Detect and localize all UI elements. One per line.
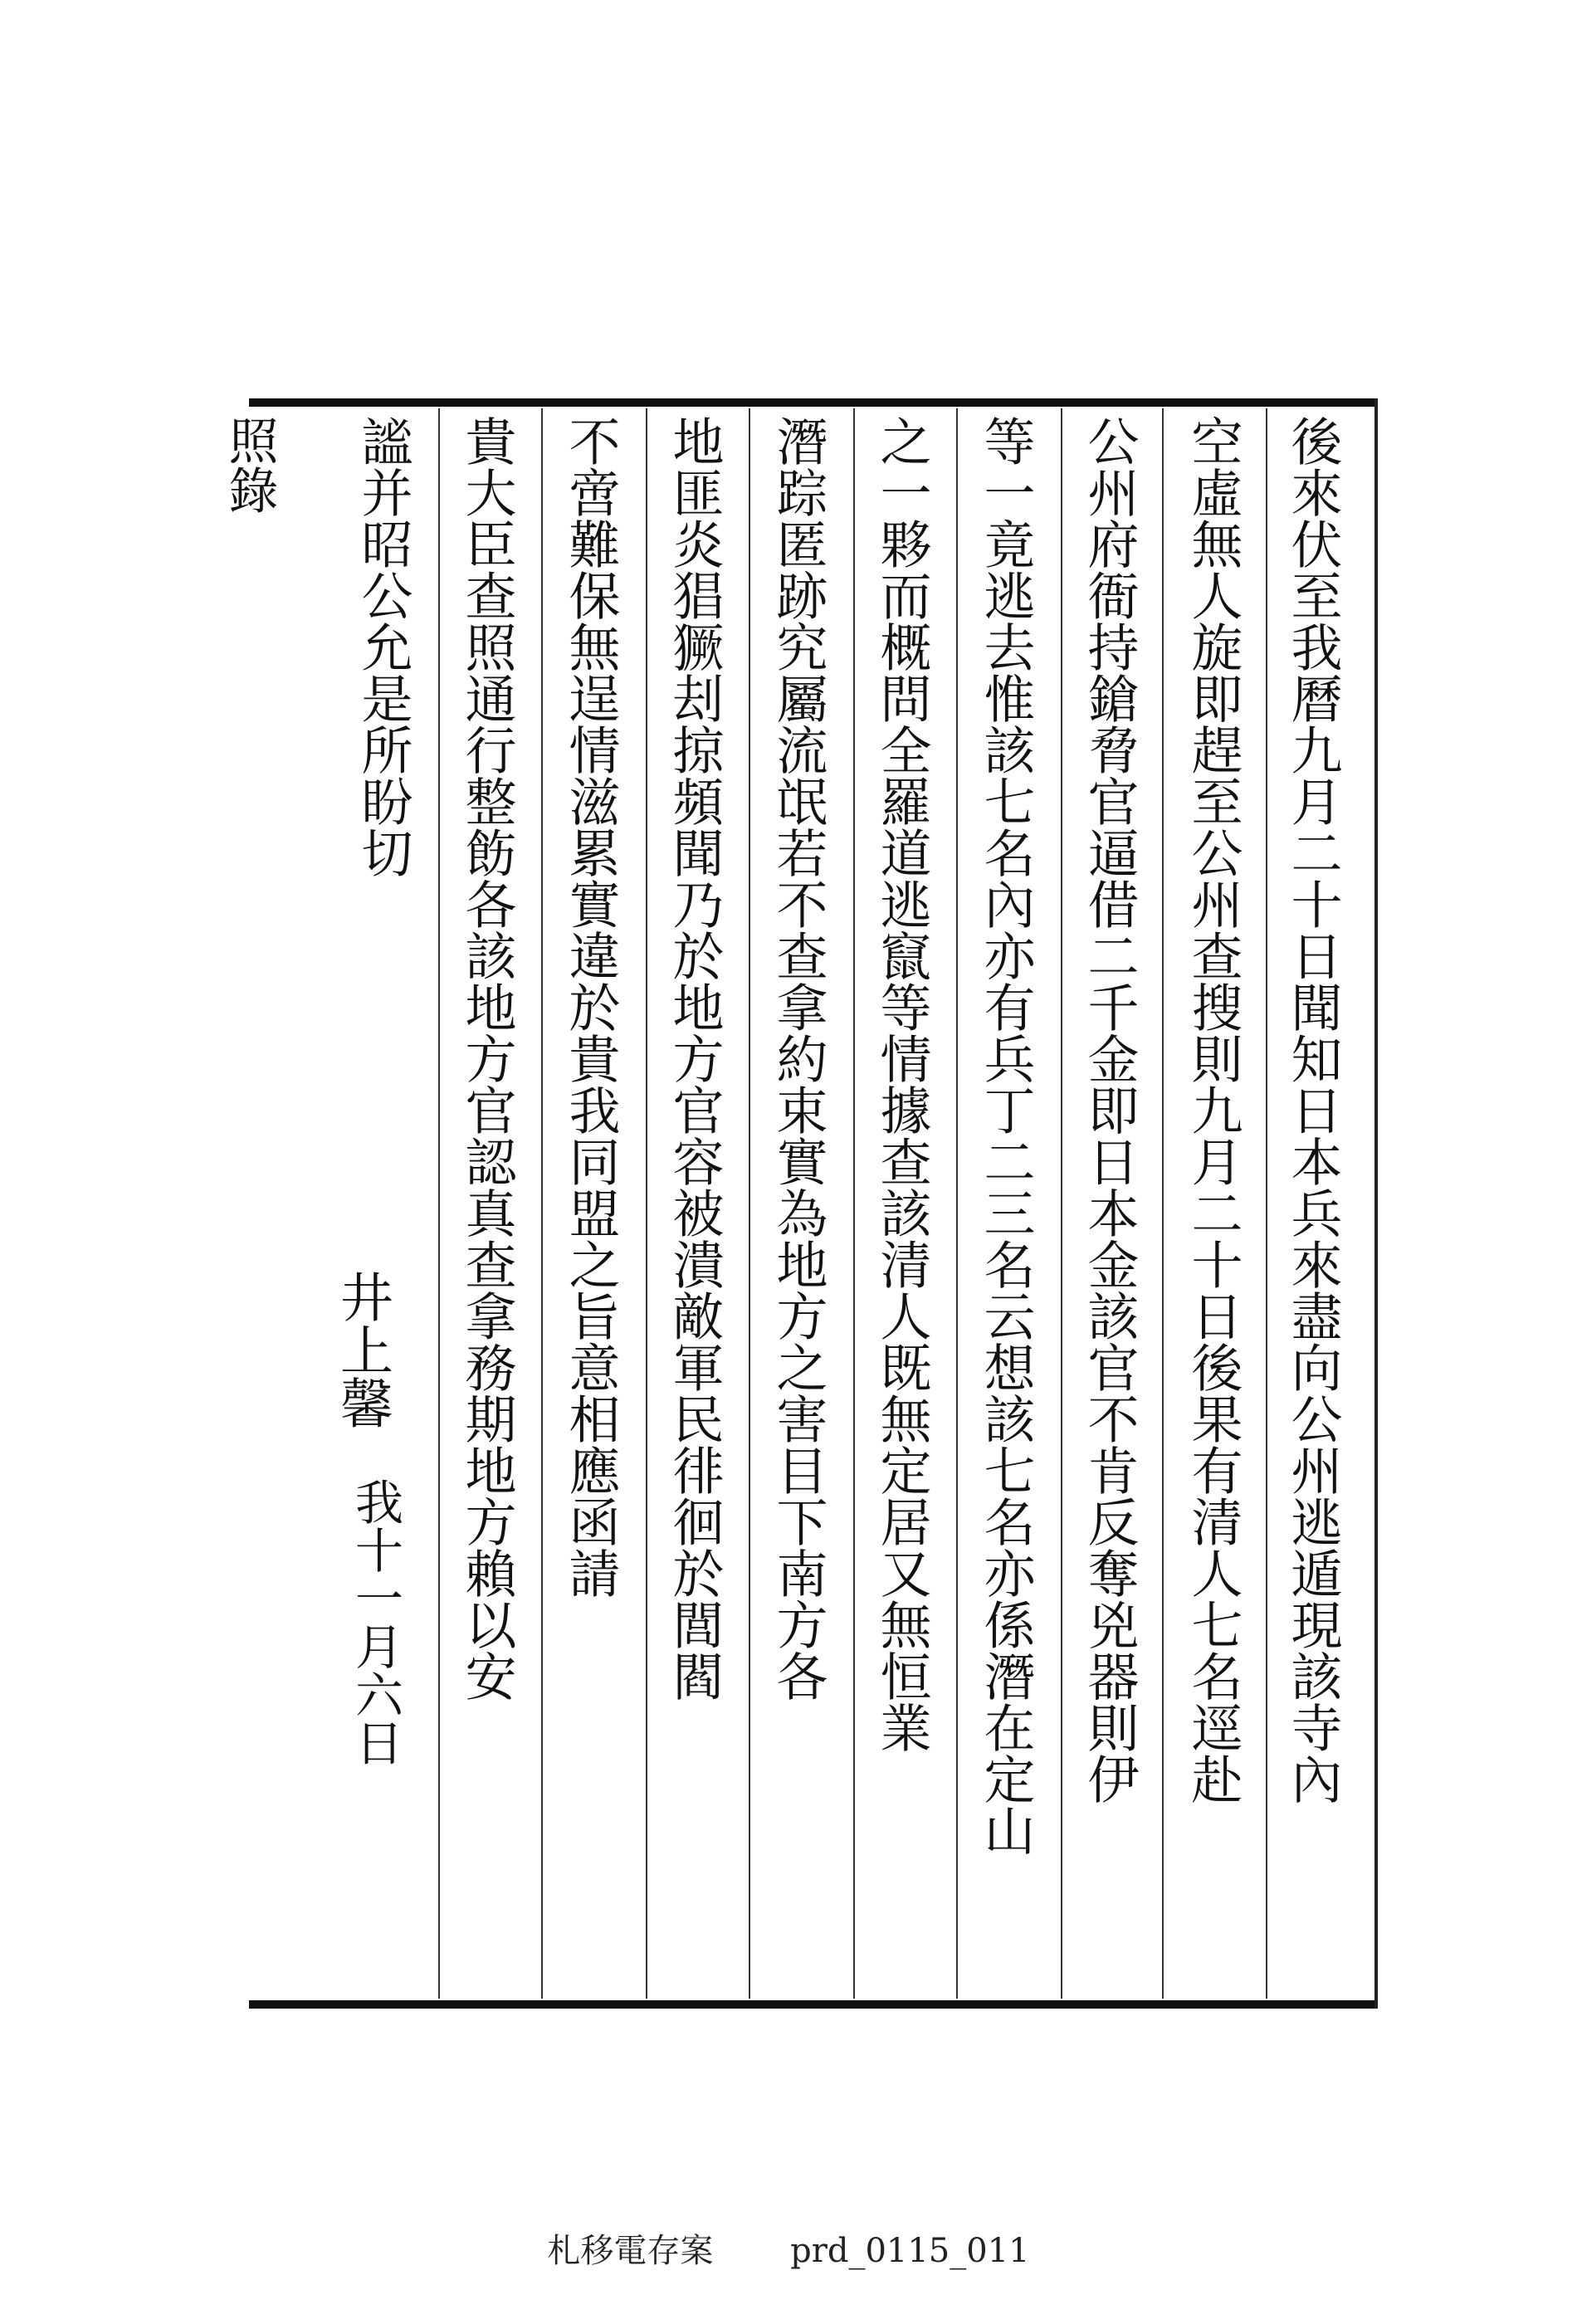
column-text: 不啻難保無逞情滋累實違於貴我同盟之旨意相應函請 <box>560 415 621 1599</box>
text-column-5 <box>872 415 932 1990</box>
marginal-note <box>220 415 279 515</box>
text-column-9 <box>456 415 517 1990</box>
column-rule <box>749 408 750 1999</box>
column-text: 謐并昭公允是所盼切 <box>353 415 413 878</box>
column-rule <box>1162 408 1164 1999</box>
text-column-4 <box>975 415 1036 1990</box>
page-border-right <box>1374 398 1378 2009</box>
column-text: 等一竟逃去惟該七名內亦有兵丁二三名云想該七名亦係潛在定山 <box>975 415 1036 1856</box>
column-text: 地匪炎猖獗刦掠頻聞乃於地方官容被潰敵軍民徘徊於閭閻 <box>664 415 725 1702</box>
date <box>340 1477 410 1766</box>
footer-code: prd_0115_011 <box>790 2232 1030 2270</box>
text-column-3 <box>1079 415 1140 1990</box>
column-text: 公州府衙持鎗脅官逼借二千金即日本金該官不肯反奪兇器則伊 <box>1079 415 1140 1804</box>
page-border-bottom <box>249 2000 1378 2009</box>
column-text: 潛踪匿跡究屬流氓若不查拿約束實為地方之害目下南方各 <box>768 415 828 1702</box>
text-column-8 <box>560 415 621 1990</box>
column-rule <box>853 408 855 1999</box>
text-column-10 <box>353 415 413 878</box>
column-text: 後來伏至我曆九月二十日聞知日本兵來盡向公州逃遁現該寺內 <box>1282 415 1343 1804</box>
date-text: 我十一月六日 <box>347 1477 403 1766</box>
footer <box>0 2224 1577 2272</box>
document-page <box>249 398 1378 2009</box>
column-text: 貴大臣查照通行整飭各該地方官認真查拿務期地方賴以安 <box>456 415 517 1702</box>
column-rule <box>438 408 440 1999</box>
text-column-2 <box>1183 415 1243 1990</box>
text-column-6 <box>768 415 828 1990</box>
column-text: 空虛無人旋即趕至公州查搜則九月二十日後果有清人七名逕赴 <box>1183 415 1243 1804</box>
marginal-note-text: 照錄 <box>220 415 279 515</box>
column-rule <box>1266 408 1267 1999</box>
footer-title: 札移電存案 <box>547 2232 714 2270</box>
column-rule <box>646 408 647 1999</box>
signature-text: 井上馨 <box>331 1270 393 1429</box>
page-border-top <box>249 398 1378 407</box>
column-rule <box>956 408 958 1999</box>
column-rule <box>1061 408 1062 1999</box>
text-column-7 <box>664 415 725 1990</box>
signature <box>324 1270 400 1429</box>
column-text: 之一夥而概問全羅道逃竄等情據查該清人既無定居又無恒業 <box>872 415 932 1753</box>
column-rule <box>541 408 543 1999</box>
text-column-1 <box>1282 415 1343 1990</box>
